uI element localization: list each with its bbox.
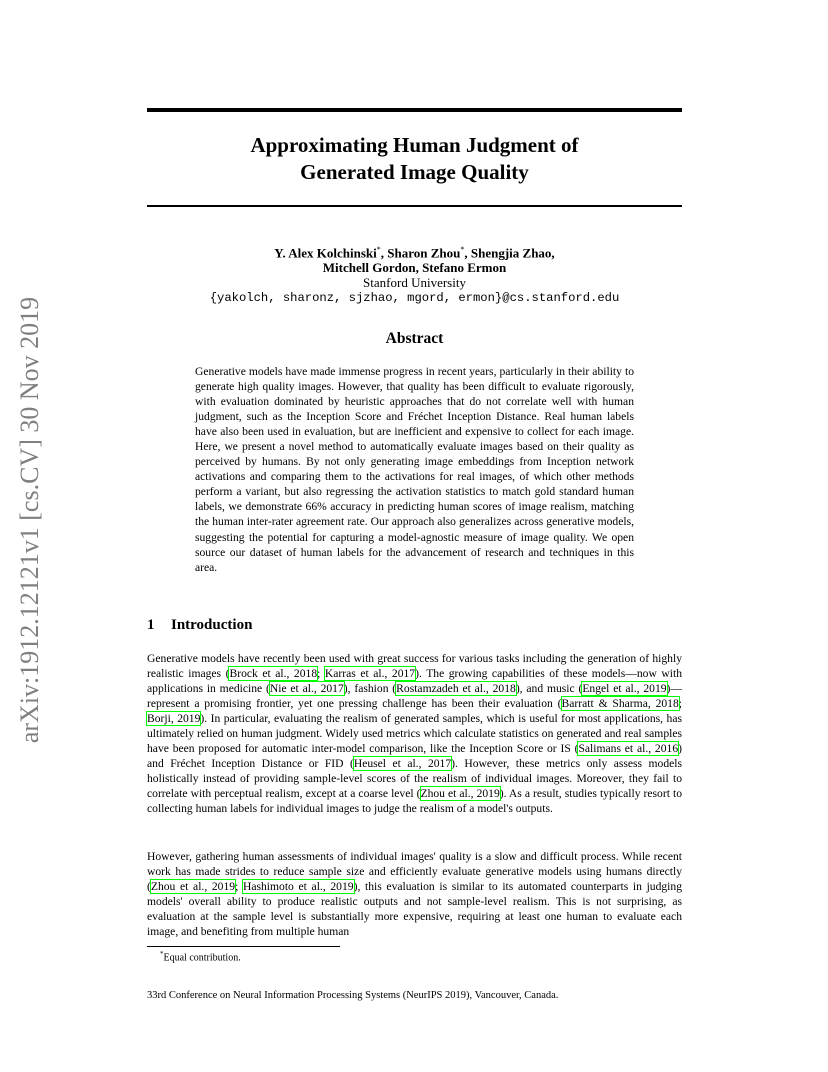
author-block [147, 242, 682, 307]
text-run: ). In particular, evaluating the realism of generated samples, which is useful for most applications, has ultimately relied on human judgment. Widely used metrics which calculate statistics on generated and real samples have been proposed for automatic inter-model comparison, like the Inception Score or IS ( [147, 712, 682, 756]
text-run: ), fashion ( [343, 682, 397, 696]
citation-link[interactable]: Engel et al., 2019 [582, 682, 667, 696]
citation-link[interactable]: Heusel et al., 2017 [353, 757, 452, 771]
title-rule-bottom [147, 205, 682, 207]
author-names-line-2: Mitchell Gordon, Stefano Ermon [322, 260, 507, 276]
author-zhou: , Sharon Zhou [380, 245, 461, 261]
footnote-text: Equal contribution. [163, 952, 241, 964]
abstract-heading: Abstract [385, 330, 444, 347]
citation-link[interactable]: Brock et al., 2018 [229, 667, 318, 681]
arxiv-identifier [8, 280, 52, 760]
citation-link[interactable]: Nie et al., 2017 [269, 682, 344, 696]
text-run: ). However, these metrics only assess models holistically instead of providing sample-level scores of the realism of individual images. Moreover, they fail to correlate with perceptual realism, except at a coarse level ( [147, 757, 682, 801]
author-zhao: , Shengjia Zhao, [464, 245, 555, 261]
text-run: ). As a result, studies typically resort to collecting human labels for individual images to judge the realism of a model's outputs. [147, 787, 682, 816]
section-number: 1 [147, 617, 155, 633]
abstract-text: Generative models have made immense progress in recent years, particularly in their ability to generate high quality images. However, that quality has been difficult to evaluate rigorously, with evaluation dominated by heuristic approaches that do not correlate well with human judgment, such as the Inception Score and Fréchet Inception Distance. Real human labels have also been used in evaluation, but are inefficient and expensive to collect for each image. Here, we present a novel method to automatically evaluate images based on their quality as perceived by humans. By not only generating image embeddings from Inception network activations and comparing them to the activations for real images, of which other methods perform a variant, but also regressing the activation statistics to match gold standard human labels, we demonstrate 66% accuracy in predicting human scores of image realism, matching the human inter-rater agreement rate. Our approach also generalizes across generative models, suggesting the potential for capturing a model-agnostic measure of image quality. We open source our dataset of human labels for the advancement of research and techniques in this area. [195, 365, 634, 574]
arxiv-identifier-text: arXiv:1912.12121v1 [cs.CV] 30 Nov 2019 [15, 296, 44, 744]
text-run: )—represent a promising frontier, yet one pressing challenge has been their evaluation ( [147, 682, 683, 711]
text-run: ). The growing capabilities of these models—now with applications in medicine ( [147, 667, 682, 696]
section-heading [147, 617, 252, 634]
footnote-mark: * [160, 950, 164, 958]
footnote-rule [147, 946, 340, 947]
citation-link[interactable]: Rostamzadeh et al., 2018 [396, 682, 516, 696]
paper-title [147, 132, 682, 186]
text-run: ), and music ( [515, 682, 583, 696]
title-rule-top [147, 108, 682, 112]
section-title: Introduction [171, 617, 253, 633]
citation-link[interactable]: Zhou et al., 2019 [420, 787, 500, 801]
footnote [160, 950, 241, 963]
text-run: ; [235, 880, 243, 894]
title-line-2: Generated Image Quality [300, 160, 529, 184]
text-run: ; [678, 697, 682, 711]
citation-link[interactable]: Hashimoto et al., 2019 [242, 880, 354, 894]
citation-link[interactable]: Barratt & Sharma, 2018 [561, 697, 679, 711]
text-run: ), this evaluation is similar to its automated counterparts in judging models' overall ability to produce realistic outputs and not sample-level realism. This is not surprising, as evaluation at the sample level is substantially more expensive, requiring at least one human to evaluate each image, and benefiting from multiple human [147, 880, 682, 939]
author-emails: {yakolch, sharonz, sjzhao, mgord, ermon}@cs.stanford.edu [209, 291, 620, 306]
author-kolchinski: Y. Alex Kolchinski [274, 245, 377, 261]
equal-contribution-mark: * [376, 245, 381, 254]
text-run: ) and Fréchet Inception Distance or FID ( [147, 742, 682, 771]
citation-link[interactable]: Zhou et al., 2019 [150, 880, 236, 894]
intro-paragraph-1 [147, 651, 682, 817]
equal-contribution-mark: * [460, 245, 465, 254]
text-run: However, gathering human assessments of individual images' quality is a slow and difficult process. While recent work has made strides to reduce sample size and efficiently evaluate generative models using humans directly ( [147, 850, 682, 894]
affiliation: Stanford University [363, 275, 466, 291]
citation-link[interactable]: Borji, 2019 [147, 712, 201, 726]
venue-line: 33rd Conference on Neural Information Processing Systems (NeurIPS 2019), Vancouver, Canada. [147, 990, 559, 1001]
text-run: Generative models have recently been used with great success for various tasks including the generation of highly realistic images ( [147, 652, 682, 681]
title-line-1: Approximating Human Judgment of [250, 133, 579, 157]
citation-link[interactable]: Karras et al., 2017 [324, 667, 416, 681]
intro-paragraph-2 [147, 849, 682, 939]
author-names-line-1 [147, 242, 682, 260]
text-run: ; [317, 667, 325, 681]
citation-link[interactable]: Salimans et al., 2016 [578, 742, 679, 756]
